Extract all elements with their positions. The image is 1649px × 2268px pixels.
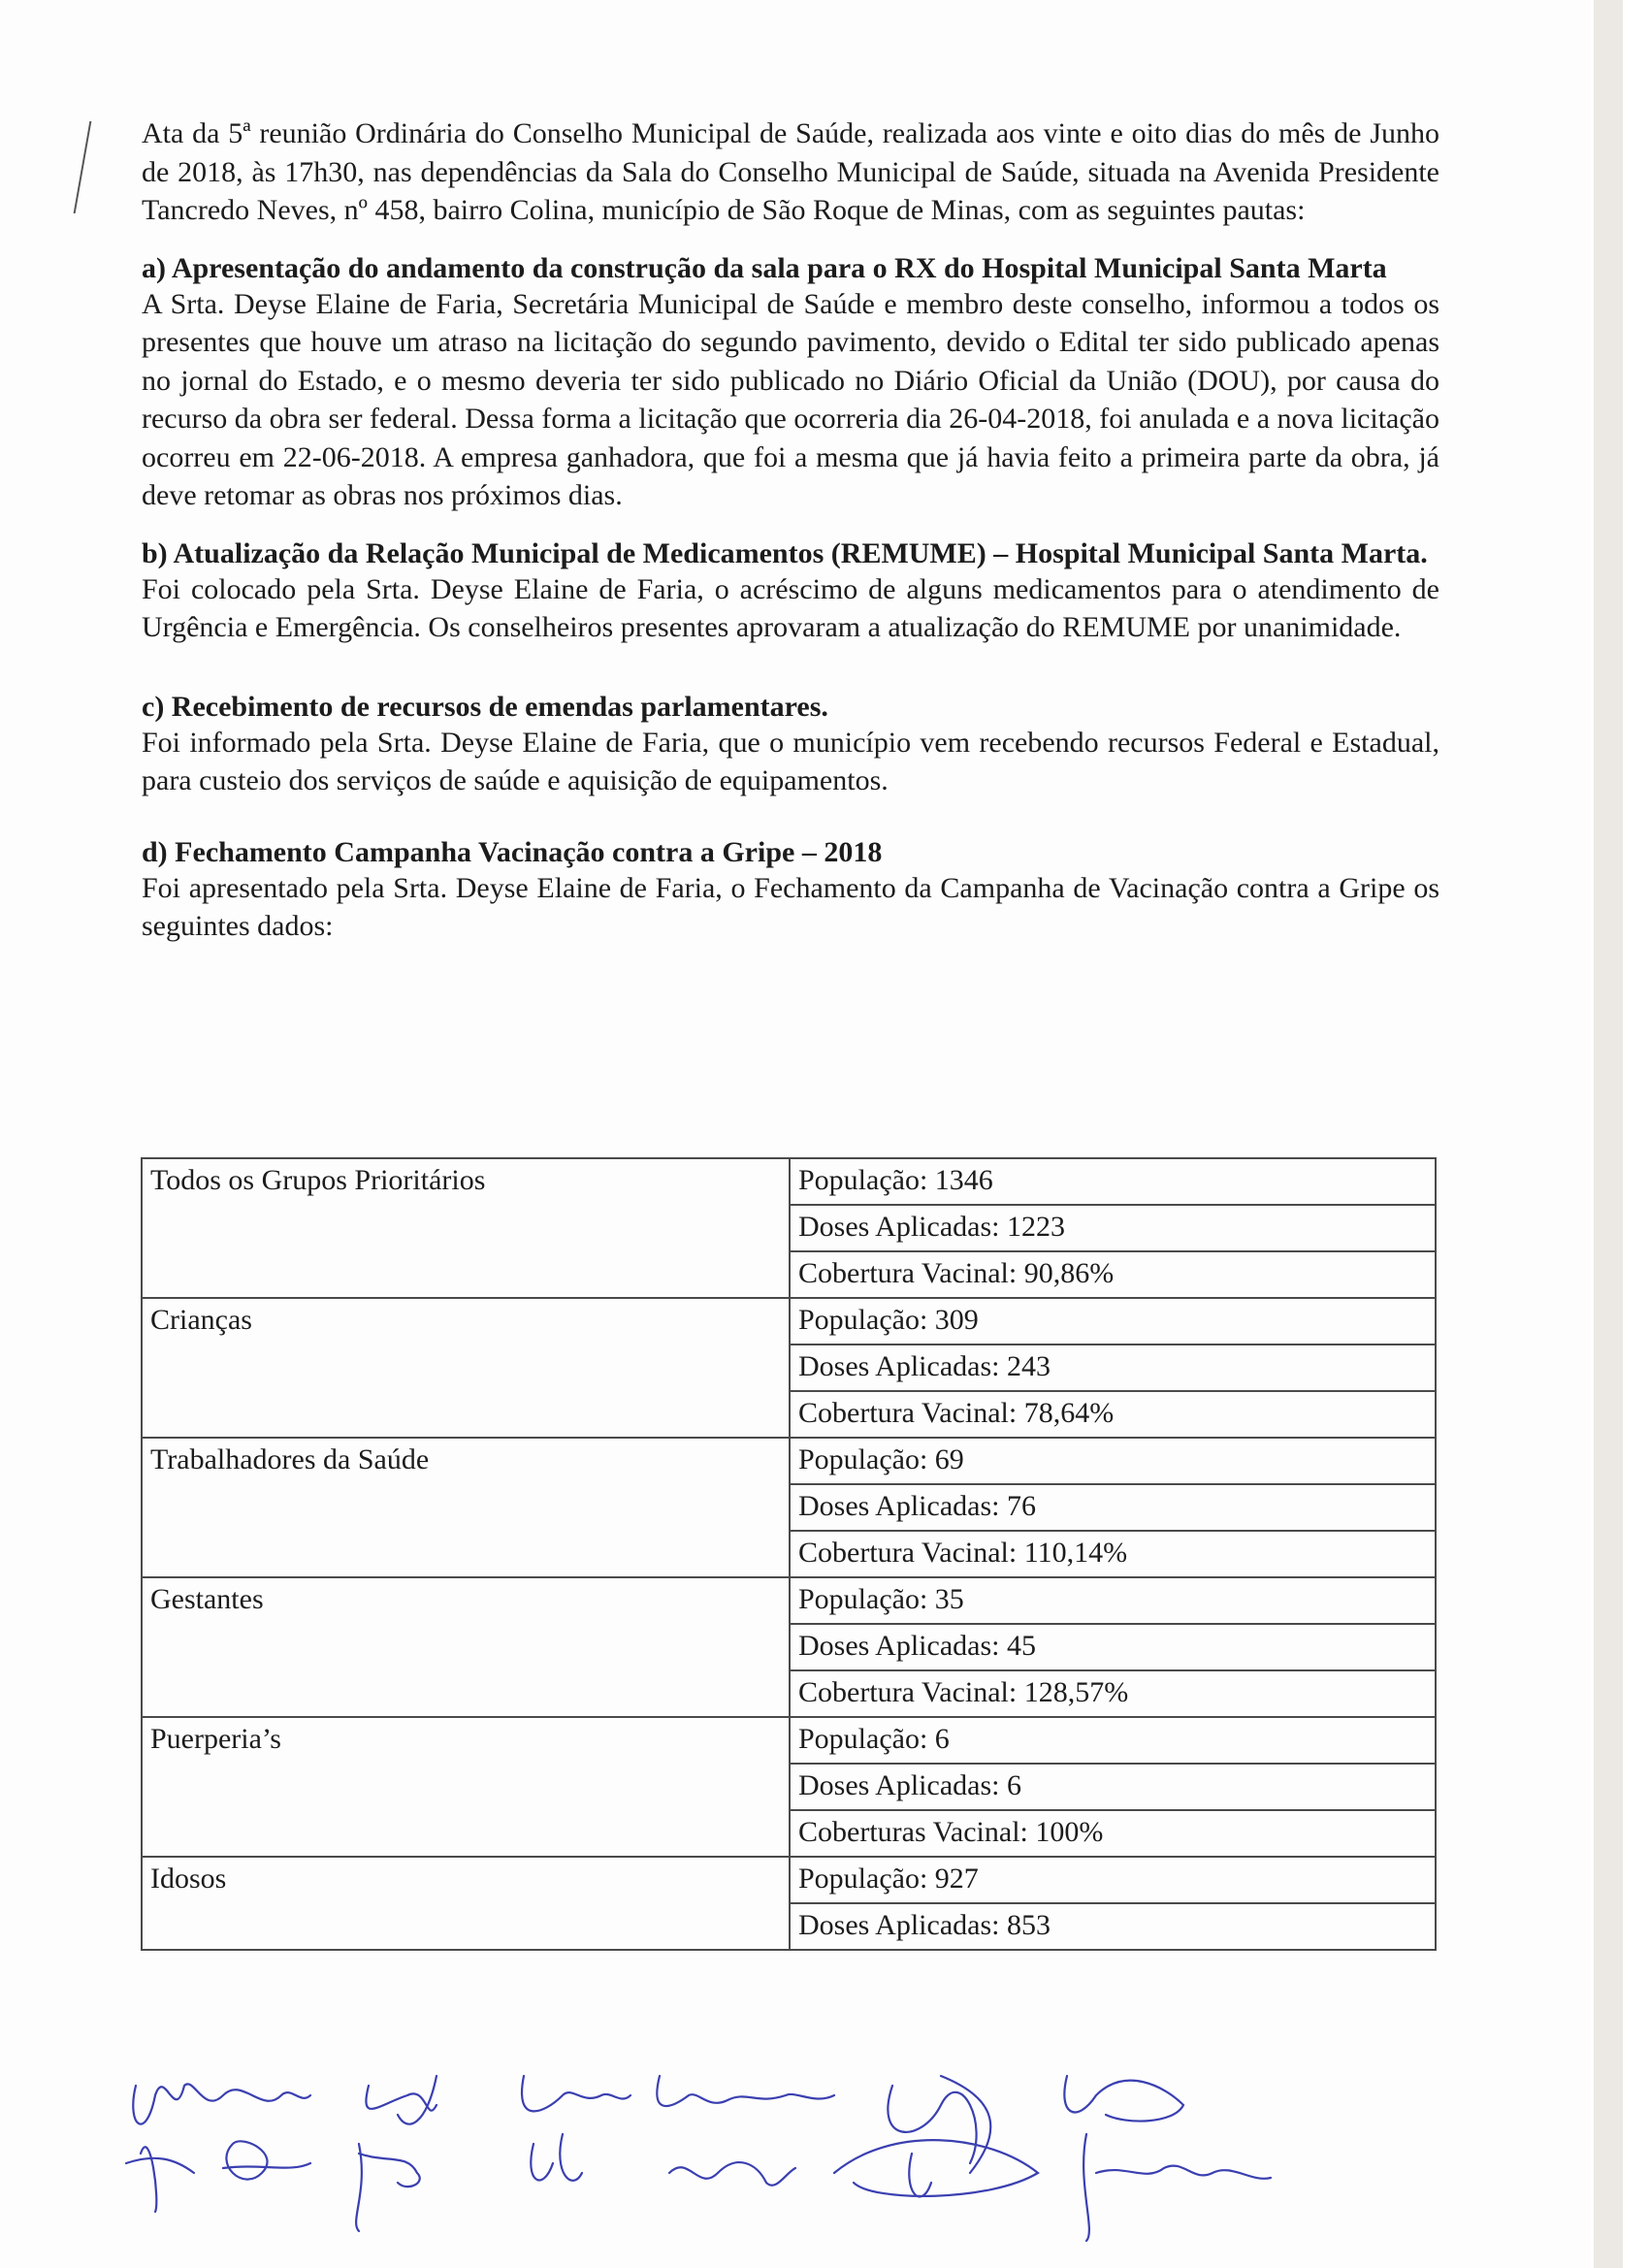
section-d — [142, 835, 1439, 946]
value-cell: População: 927 — [790, 1857, 1436, 1903]
value-cell: Coberturas Vacinal: 100% — [790, 1810, 1436, 1857]
section-body: A Srta. Deyse Elaine de Faria, Secretária Municipal de Saúde e membro deste conselho, informou a todos os presentes que houve um atraso na licitação do segundo pavimento, devido o Edital ter sido publicado apenas no jornal do Estado, e o mesmo deveria ter sido publicado no Diário Oficial da União (DOU), por causa do recurso da obra ser federal. Dessa forma a licitação que ocorreria dia 26-04-2018, foi anulada e a nova licitação ocorreu em 22-06-2018. A empresa ganhadora, que foi a mesma que já havia feito a primeira parte da obra, já deve retomar as obras nos próximos dias. — [142, 287, 1439, 511]
table-row — [142, 1857, 1436, 1903]
value-cell: Cobertura Vacinal: 128,57% — [790, 1670, 1436, 1717]
intro-paragraph: Ata da 5ª reunião Ordinária do Conselho Municipal de Saúde, realizada aos vinte e oito dias do mês de Junho de 2018, às 17h30, nas dependências da Sala do Conselho Municipal de Saúde, situada na Avenida Presidente Tancredo Neves, nº 458, bairro Colina, município de São Roque de Minas, com as seguintes pautas: — [142, 117, 1439, 226]
handwritten-signatures — [116, 2066, 1552, 2260]
section-heading: d) Fechamento Campanha Vacinação contra a Gripe – 2018 — [142, 835, 883, 868]
value-cell: População: 1346 — [790, 1158, 1436, 1205]
value-cell: População: 309 — [790, 1298, 1436, 1345]
value-cell: Doses Aplicadas: 76 — [790, 1484, 1436, 1531]
value-cell: Doses Aplicadas: 243 — [790, 1345, 1436, 1391]
section-a — [142, 251, 1439, 515]
section-body: Foi apresentado pela Srta. Deyse Elaine de Faria, o Fechamento da Campanha de Vacinação contra a Gripe os seguintes dados: — [142, 871, 1439, 942]
table-row — [142, 1158, 1436, 1205]
group-cell: Todos os Grupos Prioritários — [142, 1158, 790, 1298]
value-cell: Cobertura Vacinal: 90,86% — [790, 1251, 1436, 1298]
section-heading: c) Recebimento de recursos de emendas parlamentares. — [142, 690, 828, 723]
vaccination-table — [141, 1157, 1437, 1951]
section-c — [142, 690, 1439, 800]
group-cell: Trabalhadores da Saúde — [142, 1438, 790, 1577]
value-cell: Cobertura Vacinal: 78,64% — [790, 1391, 1436, 1438]
value-cell: População: 69 — [790, 1438, 1436, 1484]
margin-mark — [74, 121, 96, 213]
value-cell: Cobertura Vacinal: 110,14% — [790, 1531, 1436, 1577]
value-cell: Doses Aplicadas: 6 — [790, 1764, 1436, 1810]
section-body: Foi colocado pela Srta. Deyse Elaine de Faria, o acréscimo de alguns medicamentos para o atendimento de Urgência e Emergência. Os conselheiros presentes aprovaram a atualização do REMUME por unanimidade. — [142, 572, 1439, 643]
section-b — [142, 536, 1439, 647]
section-heading: a) Apresentação do andamento da construção da sala para o RX do Hospital Municipal Santa Marta — [142, 251, 1387, 284]
table-row — [142, 1577, 1436, 1624]
value-cell: Doses Aplicadas: 1223 — [790, 1205, 1436, 1251]
value-cell: População: 6 — [790, 1717, 1436, 1764]
group-cell: Crianças — [142, 1298, 790, 1438]
table-row — [142, 1438, 1436, 1484]
section-heading: b) Atualização da Relação Municipal de Medicamentos (REMUME) – Hospital Municipal Santa Marta. — [142, 536, 1428, 569]
document-body — [142, 114, 1439, 946]
scan-edge — [1594, 0, 1623, 2268]
table-row — [142, 1298, 1436, 1345]
value-cell: Doses Aplicadas: 45 — [790, 1624, 1436, 1670]
table-row — [142, 1717, 1436, 1764]
section-body: Foi informado pela Srta. Deyse Elaine de Faria, que o município vem recebendo recursos Federal e Estadual, para custeio dos serviços de saúde e aquisição de equipamentos. — [142, 726, 1439, 796]
group-cell: Gestantes — [142, 1577, 790, 1717]
value-cell: População: 35 — [790, 1577, 1436, 1624]
group-cell: Puerperia’s — [142, 1717, 790, 1857]
value-cell: Doses Aplicadas: 853 — [790, 1903, 1436, 1950]
group-cell: Idosos — [142, 1857, 790, 1950]
